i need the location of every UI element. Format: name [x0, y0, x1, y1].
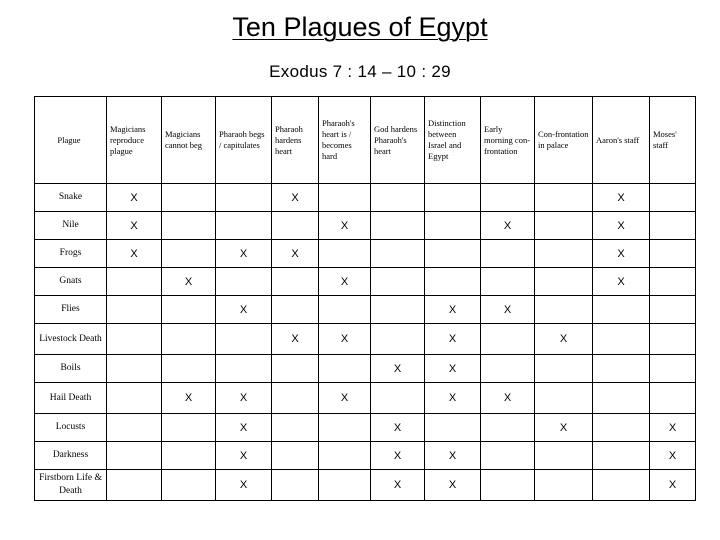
table-cell: X [107, 240, 162, 268]
table-cell [593, 414, 650, 442]
column-header: Aaron's staff [593, 97, 650, 184]
table-cell [425, 184, 481, 212]
table-cell: X [481, 296, 535, 324]
table-cell [371, 383, 425, 414]
table-cell [272, 355, 319, 383]
column-header: Distinction between Israel and Egypt [425, 97, 481, 184]
table-cell: X [216, 240, 272, 268]
table-cell [371, 212, 425, 240]
table-cell [481, 324, 535, 355]
table-cell [425, 212, 481, 240]
column-header: Magicians reproduce plague [107, 97, 162, 184]
table-cell [216, 268, 272, 296]
table-cell [162, 355, 216, 383]
table-cell [593, 296, 650, 324]
table-cell: X [650, 442, 696, 470]
table-cell [535, 212, 593, 240]
table-cell [272, 268, 319, 296]
table-row [35, 268, 696, 296]
column-header: Magicians cannot beg [162, 97, 216, 184]
row-label: Boils [35, 355, 107, 383]
page-title: Ten Plagues of Egypt [232, 12, 488, 42]
table-row [35, 324, 696, 355]
column-header: Early morning con-frontation [481, 97, 535, 184]
table-cell [107, 355, 162, 383]
table-cell [650, 184, 696, 212]
plagues-table [34, 96, 696, 501]
table-cell [162, 212, 216, 240]
table-row [35, 184, 696, 212]
table-cell [319, 442, 371, 470]
table-header-row [35, 97, 696, 184]
table-cell: X [107, 184, 162, 212]
table-cell [162, 184, 216, 212]
row-label: Locusts [35, 414, 107, 442]
table-cell [319, 184, 371, 212]
column-header: Pharaoh's heart is / becomes hard [319, 97, 371, 184]
table-cell: X [216, 296, 272, 324]
column-header: God hardens Pharaoh's heart [371, 97, 425, 184]
table-cell [319, 296, 371, 324]
table-cell [481, 268, 535, 296]
table-cell [481, 442, 535, 470]
table-cell [535, 383, 593, 414]
table-cell: X [425, 324, 481, 355]
table-cell [481, 240, 535, 268]
table-cell: X [593, 268, 650, 296]
table-cell: X [319, 212, 371, 240]
table-cell [216, 212, 272, 240]
table-row [35, 414, 696, 442]
row-label: Gnats [35, 268, 107, 296]
table-cell [319, 240, 371, 268]
table-cell [107, 268, 162, 296]
table-cell: X [371, 470, 425, 501]
table-cell: X [535, 414, 593, 442]
table-cell [593, 324, 650, 355]
row-label: Hail Death [35, 383, 107, 414]
table-cell [535, 240, 593, 268]
row-label: Flies [35, 296, 107, 324]
table-cell: X [162, 268, 216, 296]
table-cell [650, 296, 696, 324]
table-cell [593, 442, 650, 470]
table-cell [535, 470, 593, 501]
table-cell [162, 442, 216, 470]
row-label: Snake [35, 184, 107, 212]
row-label: Frogs [35, 240, 107, 268]
table-cell [535, 184, 593, 212]
table-cell: X [216, 442, 272, 470]
table-cell [425, 414, 481, 442]
table-cell [272, 296, 319, 324]
table-cell: X [107, 212, 162, 240]
table-cell: X [216, 414, 272, 442]
column-header: Pharaoh begs / capitulates [216, 97, 272, 184]
table-cell: X [593, 212, 650, 240]
table-cell: X [371, 355, 425, 383]
table-row [35, 355, 696, 383]
table-cell [216, 324, 272, 355]
table-cell [319, 355, 371, 383]
table-cell: X [216, 470, 272, 501]
table-cell: X [272, 184, 319, 212]
table-cell [535, 268, 593, 296]
table-cell [650, 212, 696, 240]
table-row [35, 296, 696, 324]
table-cell [535, 296, 593, 324]
table-cell [162, 324, 216, 355]
table-cell: X [216, 383, 272, 414]
table-cell [425, 240, 481, 268]
table-cell: X [650, 414, 696, 442]
table-cell [107, 296, 162, 324]
table-cell: X [319, 383, 371, 414]
table-cell [272, 442, 319, 470]
table-cell: X [425, 470, 481, 501]
table-cell [650, 383, 696, 414]
table-cell: X [593, 240, 650, 268]
table-row [35, 240, 696, 268]
table-row [35, 212, 696, 240]
table-cell [650, 240, 696, 268]
table-cell [216, 184, 272, 212]
table-cell [107, 470, 162, 501]
table-cell [319, 470, 371, 501]
table-cell: X [371, 442, 425, 470]
column-header: Con-frontation in palace [535, 97, 593, 184]
table-cell [481, 414, 535, 442]
table-cell [162, 414, 216, 442]
table-cell [593, 470, 650, 501]
column-header: Moses' staff [650, 97, 696, 184]
table-row [35, 470, 696, 501]
table-cell: X [272, 240, 319, 268]
table-cell [371, 324, 425, 355]
table-cell [107, 414, 162, 442]
table-cell: X [650, 470, 696, 501]
table-cell [272, 383, 319, 414]
table-cell [107, 324, 162, 355]
table-cell: X [272, 324, 319, 355]
table-cell: X [535, 324, 593, 355]
table-cell [272, 414, 319, 442]
table-cell [371, 184, 425, 212]
table-cell: X [319, 324, 371, 355]
table-cell: X [425, 383, 481, 414]
table-cell [371, 268, 425, 296]
table-cell [371, 240, 425, 268]
table-cell [593, 383, 650, 414]
table-cell [650, 355, 696, 383]
table-cell: X [481, 212, 535, 240]
table-cell [216, 355, 272, 383]
table-cell: X [593, 184, 650, 212]
row-label: Darkness [35, 442, 107, 470]
table-row [35, 383, 696, 414]
table-cell: X [481, 383, 535, 414]
table-cell [650, 268, 696, 296]
table-cell [272, 470, 319, 501]
table-cell [593, 355, 650, 383]
table-cell: X [319, 268, 371, 296]
table-cell: X [162, 383, 216, 414]
column-header: Pharaoh hardens heart [272, 97, 319, 184]
table-cell [319, 414, 371, 442]
table-cell: X [425, 442, 481, 470]
page-subtitle: Exodus 7 : 14 – 10 : 29 [269, 62, 451, 81]
table-cell [162, 470, 216, 501]
table-cell [162, 240, 216, 268]
row-label: Firstborn Life & Death [35, 470, 107, 501]
table-cell [371, 296, 425, 324]
table-cell [481, 355, 535, 383]
table-cell: X [425, 355, 481, 383]
table-cell: X [425, 296, 481, 324]
table-cell [425, 268, 481, 296]
row-label: Livestock Death [35, 324, 107, 355]
table-cell [481, 184, 535, 212]
table-cell [535, 442, 593, 470]
column-header: Plague [35, 97, 107, 184]
table-cell [272, 212, 319, 240]
table-cell [481, 470, 535, 501]
table-cell [650, 324, 696, 355]
table-row [35, 442, 696, 470]
row-label: Nile [35, 212, 107, 240]
table-cell [107, 383, 162, 414]
table-cell [535, 355, 593, 383]
table-cell: X [371, 414, 425, 442]
table-cell [162, 296, 216, 324]
table-cell [107, 442, 162, 470]
